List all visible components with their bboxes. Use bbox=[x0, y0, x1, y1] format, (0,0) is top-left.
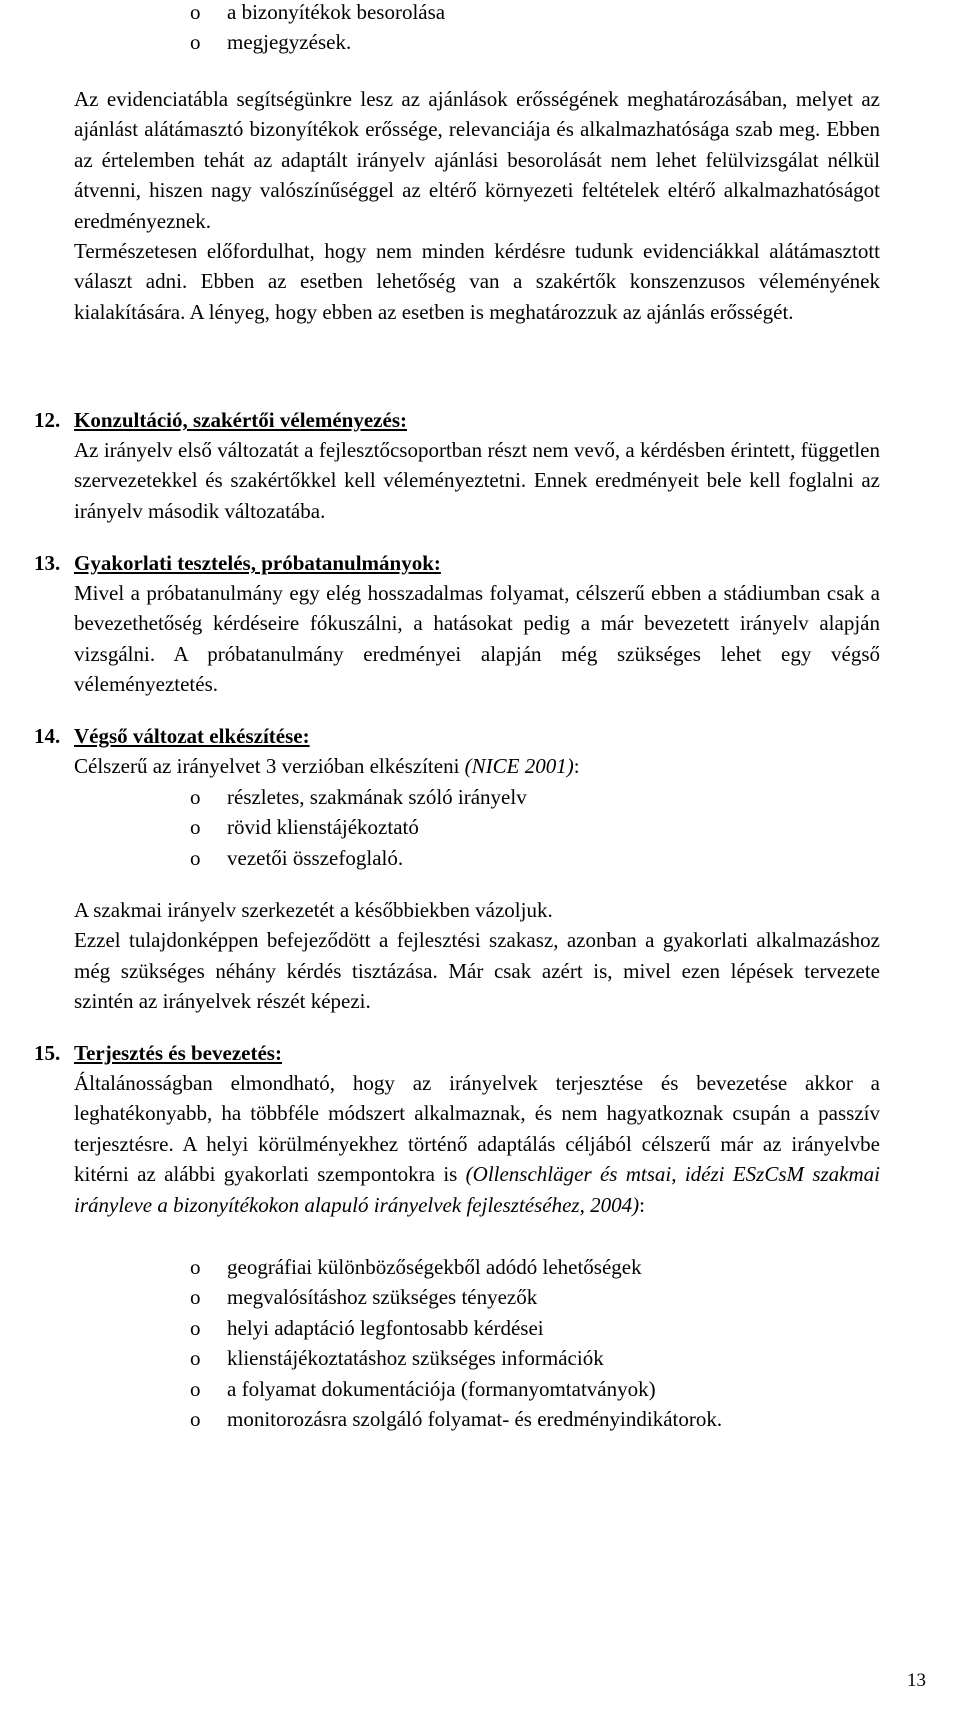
section-15-list bbox=[190, 1252, 880, 1434]
intro-paragraph-2: Természetesen előfordulhat, hogy nem minden kérdésre tudunk evidenciákkal alátámasztott választ adni. Ebben az esetben lehetőség van a szakértők konszenzusos véleményének kialakítására. A lényeg, hogy ebben az esetben is meghatározzuk az ajánlás erősségét. bbox=[74, 239, 880, 324]
list-item-text: megjegyzések. bbox=[227, 30, 352, 55]
intro-paragraph-1: Az evidenciatábla segítségünkre lesz az ajánlások erősségének meghatározásában, melyet az ajánlást alátámasztó bizonyítékok erőssége, relevanciája és alkalmazhatósága szab meg. Ebben az értelemben tehát az adaptált irányelv ajánlási besorolását nem lehet felülvizsgálat nélkül átvenni, hiszen nagy valószínűséggel az eltérő környezeti feltételek eltérő alkalmazhatóságot eredményeznek. bbox=[74, 87, 880, 233]
list-item-text: klienstájékoztatáshoz szükséges információk bbox=[227, 1346, 604, 1371]
section-14-list bbox=[190, 782, 880, 873]
list-item bbox=[190, 1404, 880, 1434]
list-item bbox=[190, 27, 880, 57]
list-item-text: rövid klienstájékoztató bbox=[227, 815, 419, 840]
section-12-text: Az irányelv első változatát a fejlesztőcsoportban részt nem vevő, a kérdésben érintett, független szervezetekkel és szakértőkkel kell véleményeztetni. Ennek eredményeit bele kell foglalni az irányelv második változatába. bbox=[74, 438, 880, 523]
list-item bbox=[190, 1374, 880, 1404]
page-number: 13 bbox=[907, 1670, 926, 1691]
section-title: Végső változat elkészítése: bbox=[74, 724, 310, 748]
citation: (Ollenschläger és mtsai, idézi ESzCsM szakmai irányleve a bizonyítékokon alapuló irányelvek fejlesztéséhez, 2004) bbox=[74, 1162, 880, 1217]
section-14-lead bbox=[74, 751, 880, 781]
section-13-heading bbox=[34, 548, 880, 578]
list-item-text: megvalósításhoz szükséges tényezők bbox=[227, 1285, 538, 1310]
bullet-mark: o bbox=[190, 815, 201, 840]
section-13-text: Mivel a próbatanulmány egy elég hosszadalmas folyamat, célszerű ebben a stádiumban csak a bevezethetőség kérdéseire fókuszálni, a hatásokat pedig a már bevezetett irányelv alapján vizsgálni. A próbatanulmány eredményei alapján még szükséges lehet egy végső véleményeztetés. bbox=[74, 581, 880, 697]
bullet-mark: o bbox=[190, 1346, 201, 1371]
section-12-body bbox=[74, 435, 880, 526]
bullet-mark: o bbox=[190, 785, 201, 809]
list-item bbox=[190, 1282, 880, 1312]
section-15-heading bbox=[34, 1038, 880, 1068]
section-title: Gyakorlati tesztelés, próbatanulmányok: bbox=[74, 551, 441, 575]
section-13-body bbox=[74, 578, 880, 700]
section-number: 15. bbox=[34, 1041, 61, 1065]
bullet-mark: o bbox=[190, 0, 201, 24]
section-number: 14. bbox=[34, 724, 61, 748]
list-item-text: a folyamat dokumentációja (formanyomtatványok) bbox=[227, 1376, 656, 1401]
citation: (NICE 2001) bbox=[464, 754, 574, 778]
section-12-heading bbox=[34, 405, 880, 435]
list-item-text: a bizonyítékok besorolása bbox=[227, 0, 446, 24]
section-14-after-1: A szakmai irányelv szerkezetét a későbbiekben vázoljuk. bbox=[74, 898, 553, 922]
list-item bbox=[190, 0, 880, 27]
section-number: 13. bbox=[34, 551, 61, 575]
section-title: Terjesztés és bevezetés: bbox=[74, 1041, 282, 1065]
list-item bbox=[190, 812, 880, 842]
intro-section bbox=[74, 84, 880, 327]
list-item-text: monitorozásra szolgáló folyamat- és eredményindikátorok. bbox=[227, 1406, 723, 1431]
list-item-text: vezetői összefoglaló. bbox=[227, 845, 404, 870]
list-item-text: részletes, szakmának szóló irányelv bbox=[227, 785, 527, 809]
list-item bbox=[190, 1252, 880, 1282]
section-14-after-2: Ezzel tulajdonképpen befejeződött a fejlesztési szakasz, azonban a gyakorlati alkalmazáshoz még szükséges néhány kérdés tisztázása. Már csak azért is, mivel ezen lépések tervezete szintén az irányelvek részét képezi. bbox=[74, 928, 880, 1014]
bullet-mark: o bbox=[190, 1285, 201, 1310]
section-14-after bbox=[74, 895, 880, 1017]
section-14-heading bbox=[34, 721, 880, 751]
bullet-mark: o bbox=[190, 1315, 201, 1340]
bullet-mark: o bbox=[190, 1255, 201, 1279]
list-item bbox=[190, 1343, 880, 1373]
section-15-text: Általánosságban elmondható, hogy az irányelvek terjesztése és bevezetése akkor a leghatékonyabb, ha többféle módszert alkalmaznak, és nem hagyatkoznak csupán a passzív terjesztésre. A helyi körülményekhez történő adaptálás céljából célszerű már az irányelvbe kitérni az alábbi gyakorlati szempontokra is (Ollenschläger és mtsai, idézi ESzCsM szakmai irányleve a bizonyítékokon alapuló irányelvek fejlesztéséhez, 2004): bbox=[74, 1071, 880, 1217]
bullet-mark: o bbox=[190, 30, 201, 55]
list-item bbox=[190, 1313, 880, 1343]
list-item-text: geográfiai különbözőségekből adódó lehetőségek bbox=[227, 1255, 642, 1279]
section-15-body bbox=[74, 1068, 880, 1220]
section-title: Konzultáció, szakértői véleményezés: bbox=[74, 408, 407, 432]
bullet-mark: o bbox=[190, 1406, 201, 1431]
top-bullet-list bbox=[190, 0, 880, 58]
section-number: 12. bbox=[34, 408, 61, 432]
list-item bbox=[190, 843, 880, 873]
list-item bbox=[190, 782, 880, 812]
list-item-text: helyi adaptáció legfontosabb kérdései bbox=[227, 1315, 544, 1340]
bullet-mark: o bbox=[190, 845, 201, 870]
section-14-lead-text: Célszerű az irányelvet 3 verzióban elkészíteni (NICE 2001): bbox=[74, 754, 580, 778]
bullet-mark: o bbox=[190, 1376, 201, 1401]
